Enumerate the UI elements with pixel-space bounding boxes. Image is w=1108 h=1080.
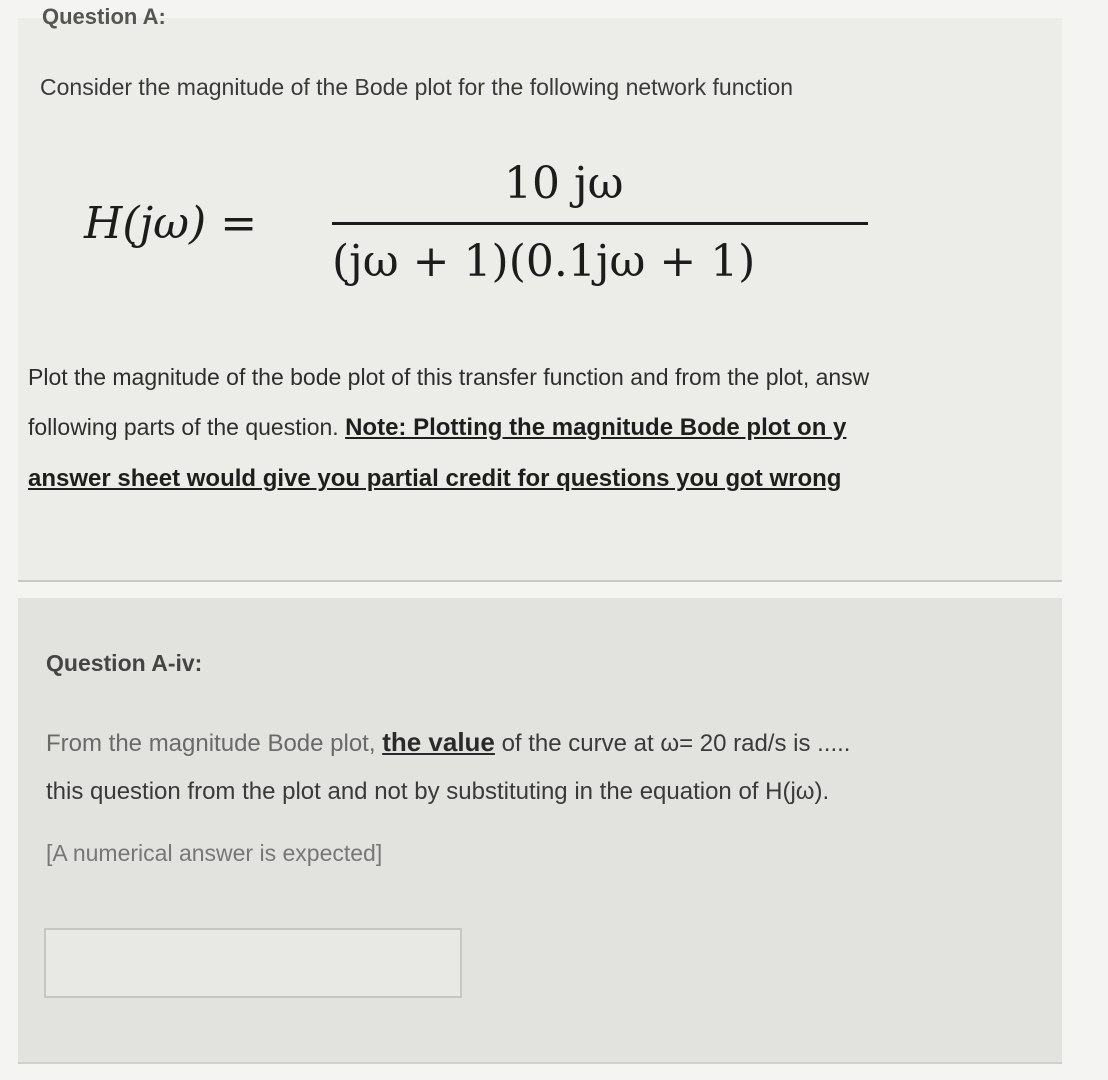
equation-lhs	[84, 198, 257, 249]
subquestion-line-2: this question from the plot and not by substituting in the equation of H(jω).	[46, 778, 830, 805]
instructions-line-3	[28, 453, 1108, 504]
subquestion-text	[46, 718, 1086, 816]
equation-numerator: 10 jω	[504, 158, 624, 209]
equation-equals: =	[220, 198, 258, 249]
subquestion-panel	[18, 598, 1062, 1064]
subquestion-pre: From the magnitude Bode plot,	[46, 730, 383, 757]
note-text-continued: answer sheet would give you partial credit for questions you got wrong	[28, 465, 842, 492]
subquestion-emphasis: the value	[382, 727, 495, 757]
question-panel	[18, 4, 1062, 582]
subquestion-post: of the curve at ω= 20 rad/s is .....	[494, 730, 851, 757]
note-text: Note: Plotting the magnitude Bode plot on y	[345, 414, 847, 441]
equation-denominator: (jω + 1)(0.1jω + 1)	[332, 236, 756, 287]
transfer-function-equation	[84, 158, 904, 328]
subquestion-title: Question A-iv:	[46, 650, 203, 676]
instructions-line-2	[28, 402, 1108, 453]
answer-input[interactable]	[44, 928, 462, 998]
answer-hint: [A numerical answer is expected]	[46, 840, 383, 866]
instructions-text	[28, 352, 1108, 504]
fraction-bar	[332, 222, 868, 225]
equation-function-name: H(jω)	[84, 198, 207, 249]
question-heading: Question A:	[42, 4, 166, 29]
intro-text: Consider the magnitude of the Bode plot for the following network function	[40, 74, 794, 100]
instructions-line-1: Plot the magnitude of the bode plot of this transfer function and from the plot, answ	[28, 364, 870, 390]
instructions-plain: following parts of the question.	[28, 414, 346, 440]
subquestion-line-1	[46, 718, 1086, 768]
